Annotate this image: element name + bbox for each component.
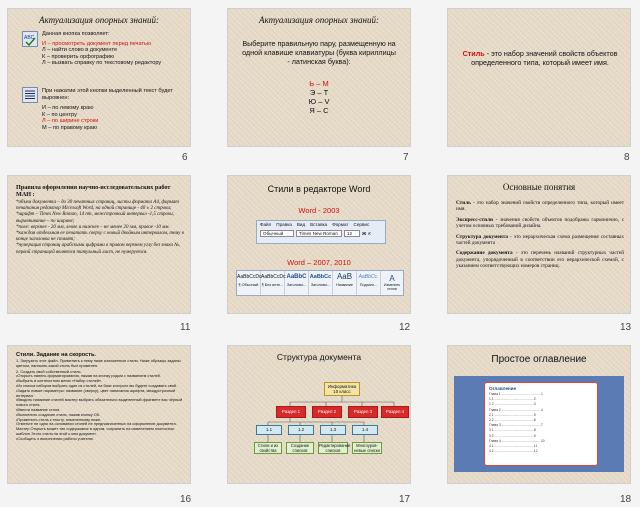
block1: Данная кнопка позволяет: И – просмотреть документ перед печатью Л – найти слово в документе К – проверить орфографию Л – вызвать справку по текстовому редактору <box>42 31 162 67</box>
style-tile[interactable]: AaBbCcDc ¶ Без инте... <box>261 271 285 295</box>
org-section: Раздел 4 <box>381 406 409 418</box>
slide-title: Простое оглавление <box>491 354 587 365</box>
toc-heading: Оглавление <box>489 386 517 391</box>
size-select[interactable]: 12 <box>344 230 360 238</box>
task-text: 1. Загрузить этот файл. Применить к нему ниже изложенные стили. Ниже образцы заданы цветом, написать какой стиль был применен. 2. Создать свой собственный стиль: •Открыть панель форматирования, нажав на кнопку рядом с названием стилей. •Выбрать в контекстном меню «Набор стилей». •Из списка наборов выбрать один из стилей, на базе которого вы будете создавать свой. •Задать новые параметры: название (сверху), цвет написания шрифта, междустрочный интервал. •Вводить название стилей мастер выбрать обязательно выделенный фрагмент вас чёрный нового стиля. •Ввести название стиля. •Выполнить создание стиля, нажав кнопку ОК. •Применить стиль к тексту, помеченному ниже. Отметьте не одно на основании стилей не предназначенных на оформление документа. Мастер Открыть может тип содержимое в одном, сохранить на изменением полностью шаблон Этого стиля на этой о кем документ. •Сообщить о выполнении работы учителю. <box>16 358 183 441</box>
style-tile[interactable]: AaBbCc. Подзаго... <box>357 271 381 295</box>
slide-title: Стили в редакторе Word <box>267 184 371 194</box>
concepts-list: Стиль - это набор значений свойств определенного типа, который имеет имя. Экспресс-стили - значения свойств объектов подобраны гармонично, с учетом основных требований дизайна. Структура документа - это иерархическая схема размещения составных частей документа Содержание документа - это перечень названий структурных частей документа, упорядоченный в соответствии его иерархической схемой, с указанием соответствующих номеров страниц. <box>456 200 625 270</box>
svg-text:ABC: ABC <box>24 35 35 41</box>
slide-title: Стили. Задание на скорость. <box>16 352 96 358</box>
menu-item[interactable]: Вид <box>296 222 306 227</box>
question-text: Выберите правильную пару, размещенную на одной клавише клавиатуры (буква кириллицы - латинская буква): <box>242 39 396 66</box>
slide-number: 16 <box>180 494 192 505</box>
slide-number: 18 <box>620 494 632 505</box>
org-leaf: Редактирование списков <box>319 443 351 453</box>
styles-gallery <box>236 270 404 296</box>
slide-heading: Правила оформления научно-исследовательских работ МАН : <box>16 184 171 198</box>
slide-title: Актуализация опорных знаний: <box>259 15 379 25</box>
org-section: Раздел 2 <box>312 406 342 418</box>
italic-icon[interactable]: К <box>368 230 371 236</box>
org-leaf: Многоуров-невые списки <box>352 442 382 454</box>
menu-item[interactable]: Вставка <box>310 222 328 227</box>
rules-text: *объем документа – до 30 печатных страниц, листы формата А4, формат печатания редактор Microsoft Word, на одной странице - 40 ± 2 строки; *шрифт – Times New Roman, 14 пт, межстрочный интервал -1,5 строки, выравнивание – по ширине; *поле: верхнее - 20 мм, левое и нижнее – не менее 20 мм, правое -10 мм. *каждая отдельная ее печатать сверху с новый двойным интервалом, тему в конце заголовка не ставят; *нумерация страниц арабскими цифрами в правом верхнем углу без знака №, первой страницей является титульный лист, не нумеруется. <box>16 200 184 255</box>
slide-thumbnail-8[interactable] <box>447 8 631 147</box>
slide-number: 17 <box>399 494 411 505</box>
menu-item[interactable]: Файл <box>260 222 272 227</box>
toc-lines: Глава 1 ...........................................1 1.1 ...........................................2 1.2 ...........................................3 Глава 2 ...........................................4 2.1 ...........................................5 2.2 ...........................................6 Глава 3 ...........................................7 3.1 ...........................................8 3.2 ...........................................9 Глава 4 ...........................................10 4.1 ...........................................11 4.2 ...........................................12 <box>489 392 545 454</box>
org-subsection: 1.4 <box>352 425 378 435</box>
slide-thumbnail-6[interactable] <box>7 8 191 147</box>
org-section: Раздел 3 <box>348 406 378 418</box>
style-tile[interactable]: AaB Название <box>333 271 357 295</box>
block2: При нажатии этой кнопки выделенный текст будет выровнен: И – по левому краю К – по центру Л – по ширине строки М – по правому краю <box>42 88 173 131</box>
slide-thumbnail-17[interactable] <box>227 345 411 484</box>
org-leaf: Стили и их свойства <box>254 442 282 454</box>
font-select[interactable]: Times New Roman <box>296 230 342 238</box>
slide-title: Актуализация опорных знаний: <box>39 15 159 25</box>
spellcheck-icon <box>22 31 38 47</box>
definition-text: Стиль - это набор значений свойств объектов определенного типа, который имеет имя. <box>462 49 618 67</box>
slide-number: 8 <box>624 152 630 163</box>
toc-page <box>484 382 598 466</box>
org-leaf: Создание списков <box>286 442 314 454</box>
org-subsection: 1.3 <box>320 425 346 435</box>
change-styles-button[interactable]: A Изменить стили <box>381 271 403 295</box>
slide-number: 7 <box>403 152 409 163</box>
org-root: Информатика 10 класс <box>324 382 360 396</box>
slide-number: 13 <box>620 322 632 333</box>
slide-number: 6 <box>182 152 188 163</box>
menu-item[interactable]: Правка <box>276 222 292 227</box>
slide-number: 12 <box>399 322 411 333</box>
slide-title: Основные понятия <box>502 182 576 192</box>
org-section: Раздел 1 <box>276 406 306 418</box>
slide-thumbnail-13[interactable] <box>447 175 631 314</box>
slide-title: Структура документа <box>276 352 362 362</box>
slide-thumbnail-12[interactable] <box>227 175 411 314</box>
justify-icon <box>22 87 38 103</box>
style-tile[interactable]: AaBbC Заголово... <box>285 271 309 295</box>
slide-number: 11 <box>180 322 191 333</box>
toc-screenshot <box>454 376 624 472</box>
slide-thumbnail-16[interactable] <box>7 345 191 484</box>
menu-item[interactable]: Формат <box>332 222 349 227</box>
org-subsection: 1.1 <box>256 425 282 435</box>
style-select[interactable]: Обычный <box>260 230 294 238</box>
slide-thumbnail-11[interactable] <box>7 175 191 314</box>
answer-list: Ь – М Э – Т Ю – V Я – С <box>308 79 330 115</box>
slide-thumbnail-7[interactable] <box>227 8 411 147</box>
word-2003-label: Word - 2003 <box>298 206 340 215</box>
bold-icon[interactable]: Ж <box>362 230 367 236</box>
change-styles-icon: A <box>389 274 395 283</box>
style-tile[interactable]: AaBbCc Заголово... <box>309 271 333 295</box>
word-2003-toolbar <box>256 220 386 244</box>
word-2007-label: Word – 2007, 2010 <box>287 258 351 267</box>
org-subsection: 1.2 <box>288 425 314 435</box>
style-tile[interactable]: AaBbCcDc ¶ Обычный <box>237 271 261 295</box>
slide-thumbnail-18[interactable] <box>447 345 631 484</box>
menu-item[interactable]: Сервис <box>353 222 370 227</box>
